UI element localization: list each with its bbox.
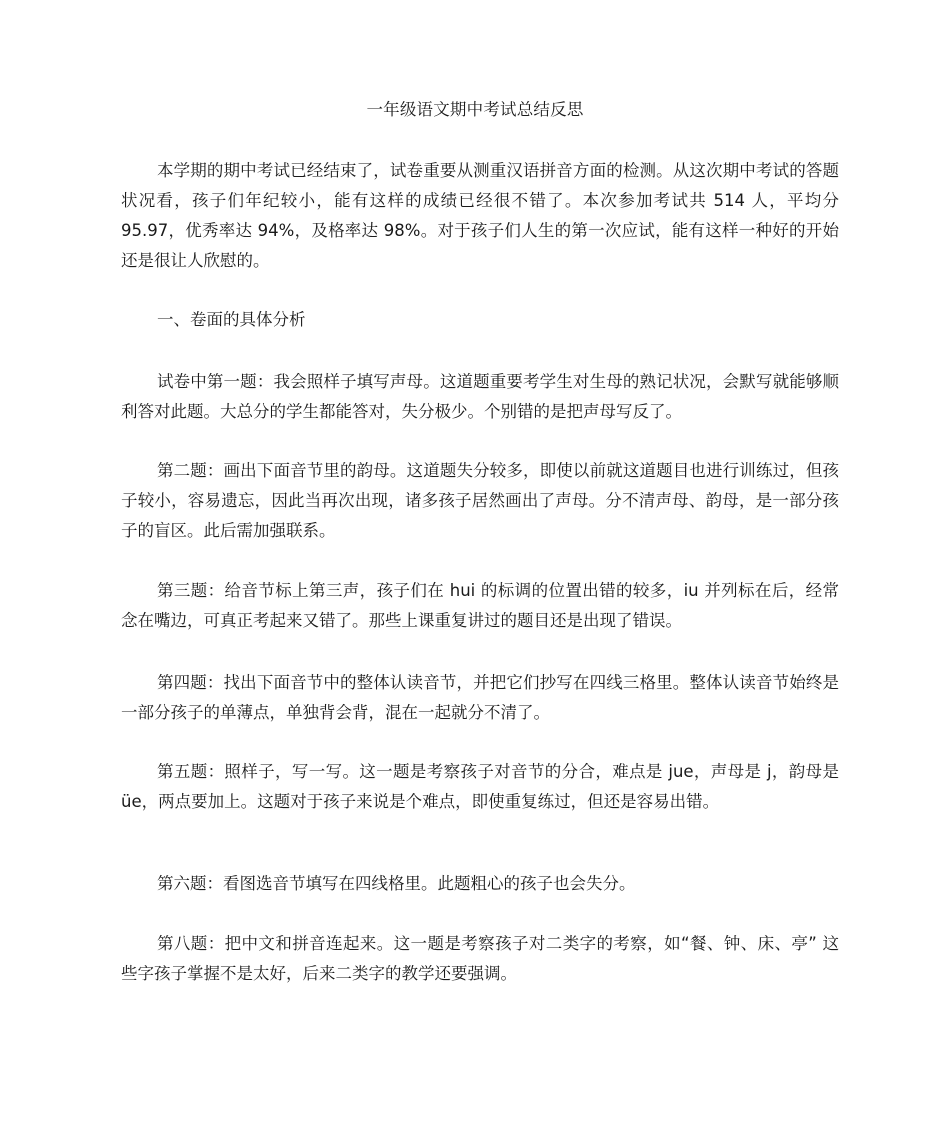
question-4-analysis: 第四题：找出下面音节中的整体认读音节，并把它们抄写在四线三格里。整体认读音节始终是一部分孩子的单薄点，单独背会背，混在一起就分不清了。 xyxy=(121,673,839,722)
question-2-analysis: 第二题：画出下面音节里的韵母。这道题失分较多，即使以前就这道题目也进行训练过，但孩子较小，容易遗忘，因此当再次出现，诸多孩子居然画出了声母。分不清声母、韵母，是一部分孩子的盲区。此后需加强联系。 xyxy=(121,461,839,540)
question-6-analysis: 第六题：看图选音节填写在四线格里。此题粗心的孩子也会失分。 xyxy=(157,874,636,893)
question-8-analysis: 第八题：把中文和拼音连起来。这一题是考察孩子对二类字的考察，如“餐、钟、床、亭” 这些字孩子掌握不是太好，后来二类字的教学还要强调。 xyxy=(121,934,839,983)
document-title: 一年级语文期中考试总结反思 xyxy=(366,100,584,119)
section-heading: 一、卷面的具体分析 xyxy=(157,310,306,329)
intro-paragraph: 本学期的期中考试已经结束了，试卷重要从测重汉语拼音方面的检测。从这次期中考试的答题状况看，孩子们年纪较小，能有这样的成绩已经很不错了。本次参加考试共 514 人，平均分 95.97，优秀率达 94%，及格率达 98%。对于孩子们人生的第一次应试，能有这样一种好的开始还是很让人欣慰的。 xyxy=(121,161,839,270)
question-3-analysis: 第三题：给音节标上第三声，孩子们在 hui 的标调的位置出错的较多，iu 并列标在后，经常念在嘴边，可真正考起来又错了。那些上课重复讲过的题目还是出现了错误。 xyxy=(121,581,839,630)
question-1-analysis: 试卷中第一题：我会照样子填写声母。这道题重要考学生对生母的熟记状况，会默写就能够顺利答对此题。大总分的学生都能答对，失分极少。个别错的是把声母写反了。 xyxy=(121,372,839,421)
question-5-analysis: 第五题：照样子，写一写。这一题是考察孩子对音节的分合，难点是 jue，声母是 j，韵母是 üe，两点要加上。这题对于孩子来说是个难点，即使重复练过，但还是容易出错。 xyxy=(121,762,839,811)
